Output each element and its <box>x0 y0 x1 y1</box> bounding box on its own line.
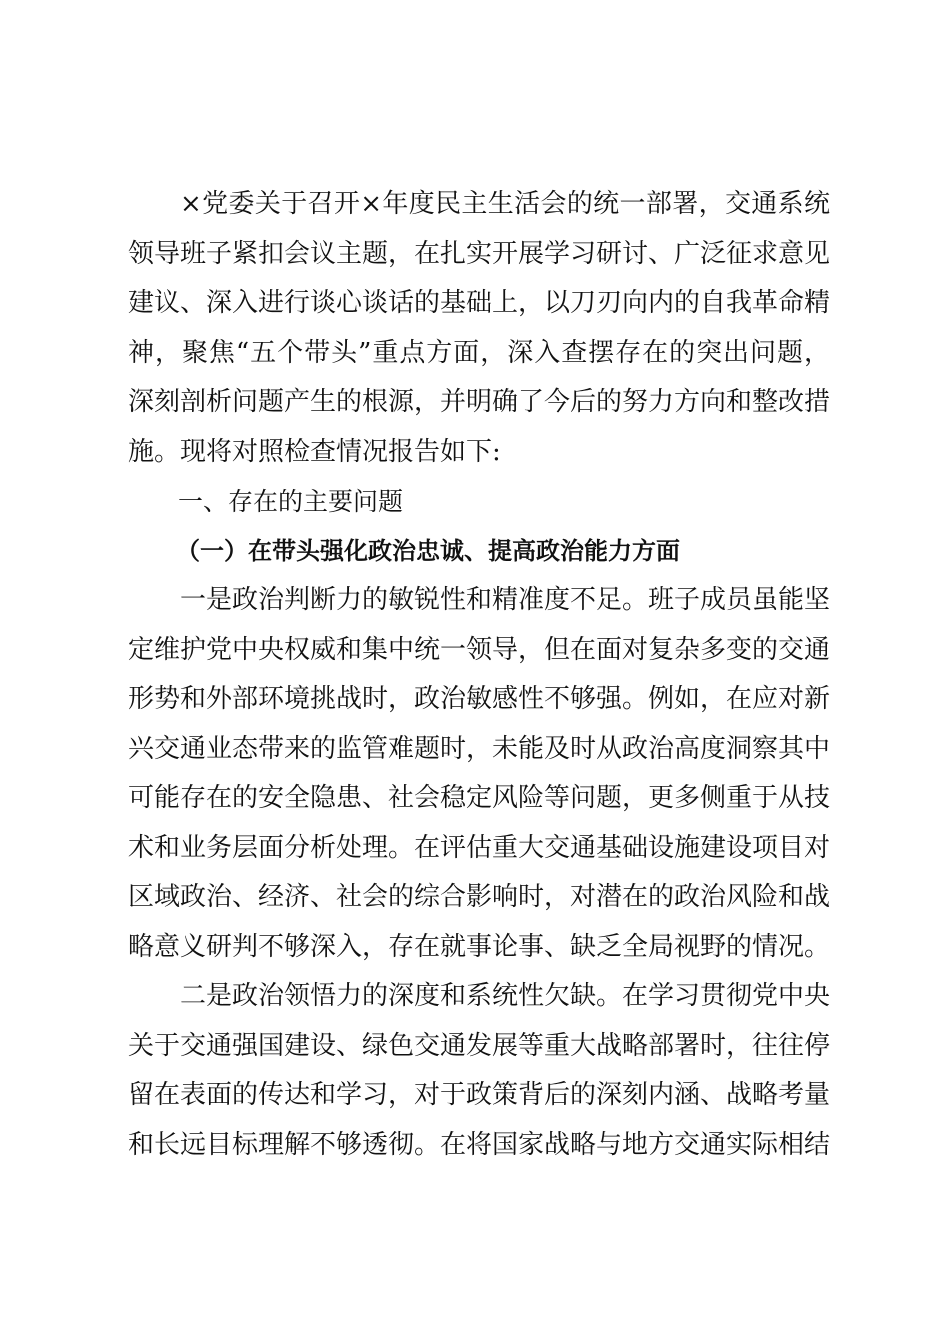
body-paragraph-2: 二是政治领悟力的深度和系统性欠缺。在学习贯彻党中央关于交通强国建设、绿色交通发展等重大战略部署时，往往停留在表面的传达和学习，对于政策背后的深刻内涵、战略考量和长远目标理解不够透彻。在将国家战略与地方交通实际相结 <box>128 981 831 1160</box>
intro-paragraph: ×党委关于召开×年度民主生活会的统一部署，交通系统领导班子紧扣会议主题，在扎实开展学习研讨、广泛征求意见建议、深入进行谈心谈话的基础上，以刀刃向内的自我革命精神，聚焦“五个带头”重点方面，深入查摆存在的突出问题，深刻剖析问题产生的根源，并明确了今后的努力方向和整改措施。现将对照检查情况报告如下: <box>128 189 831 467</box>
section-heading: 一、存在的主要问题 <box>178 487 404 516</box>
subsection-heading: （一）在带头强化政治忠诚、提高政治能力方面 <box>176 536 680 565</box>
document-body <box>128 180 830 1170</box>
body-paragraph-1: 一是政治判断力的敏锐性和精准度不足。班子成员虽能坚定维护党中央权威和集中统一领导，但在面对复杂多变的交通形势和外部环境挑战时，政治敏感性不够强。例如，在应对新兴交通业态带来的监管难题时，未能及时从政治高度洞察其中可能存在的安全隐患、社会稳定风险等问题，更多侧重于从技术和业务层面分析处理。在评估重大交通基础设施建设项目对区域政治、经济、社会的综合影响时，对潜在的政治风险和战略意义研判不够深入，存在就事论事、缺乏全局视野的情况。 <box>128 585 831 962</box>
